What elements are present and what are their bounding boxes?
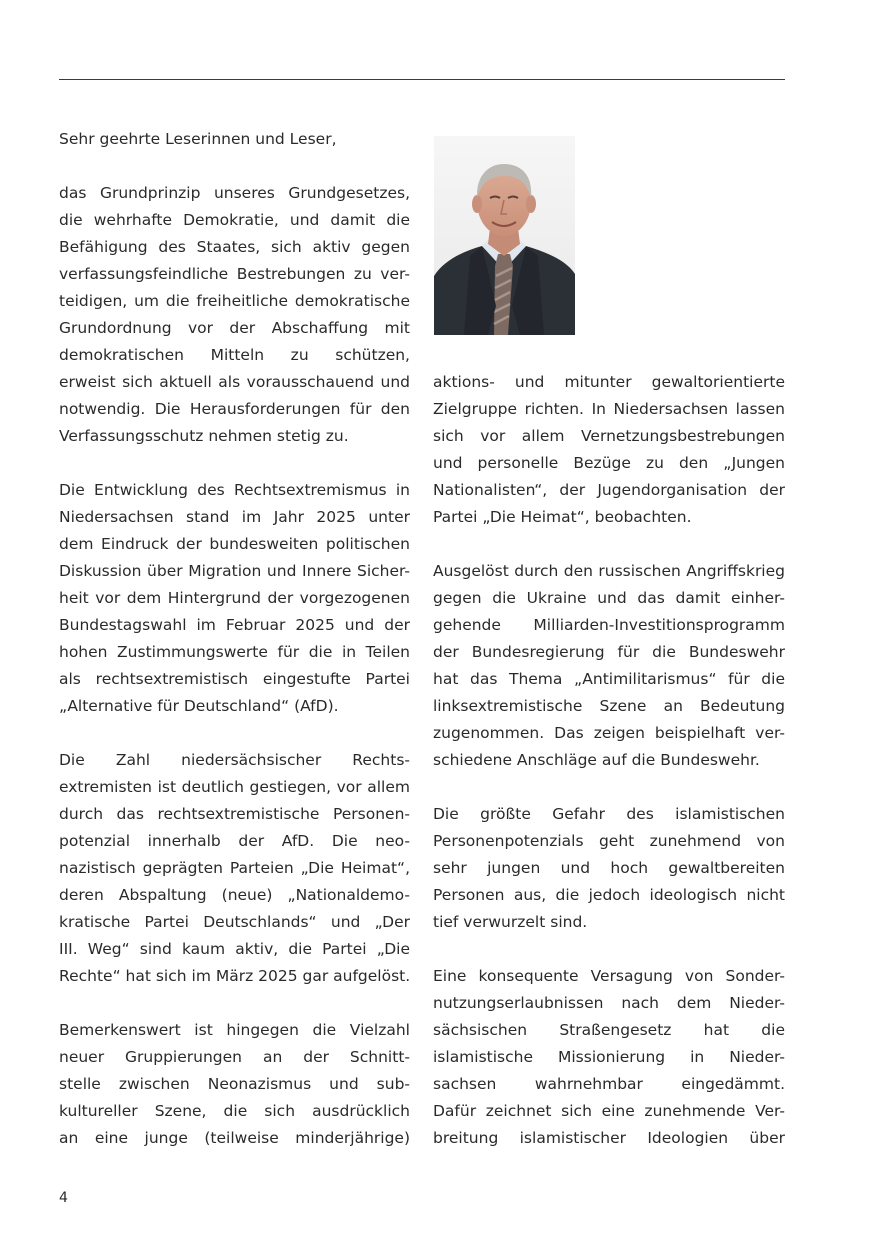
left-col-line: Niedersachsen stand im Jahr 2025 unter [59,508,410,526]
left-col-line: Befähigung des Staates, sich aktiv gegen [59,238,410,256]
right-col-line: gehende Milliarden-Investitionsprogramm [433,616,785,634]
right-col-line: Eine konsequente Versagung von Sonder- [433,967,785,985]
left-col-line: kratische Partei Deutschlands“ und „Der [59,913,410,931]
page-number: 4 [59,1190,68,1206]
right-col-line: islamistische Missionierung in Nieder- [433,1048,785,1066]
left-col-line: die wehrhafte Demokratie, und damit die [59,211,410,229]
right-col-line: linksextremistische Szene an Bedeutung [433,697,785,715]
left-col-line: deren Abspaltung (neue) „Nationaldemo- [59,886,410,904]
right-col-line: und personelle Bezüge zu den „Jungen [433,454,785,472]
right-col-line: aktions- und mitunter gewaltorientierte [433,373,785,391]
right-col-line: zugenommen. Das zeigen beispielhaft ver- [433,724,785,742]
right-col-line: Dafür zeichnet sich eine zunehmende Ver- [433,1102,785,1120]
right-col-line: Personen aus, die jedoch ideologisch nicht [433,886,785,904]
left-col-line: Bundestagswahl im Februar 2025 und der [59,616,410,634]
left-col-line: Bemerkenswert ist hingegen die Vielzahl [59,1021,410,1039]
right-col-line: hat das Thema „Antimilitarismus“ für die [433,670,785,688]
left-col-line: potenzial innerhalb der AfD. Die neo- [59,832,410,850]
left-col-line: notwendig. Die Herausforderungen für den [59,400,410,418]
right-col-line: der Bundesregierung für die Bundeswehr [433,643,785,661]
right-col-line: sächsischen Straßengesetz hat die [433,1021,785,1039]
right-col-line: Nationalisten“, der Jugendorganisation der [433,481,785,499]
left-col-line: verfassungsfeindliche Bestrebungen zu ver- [59,265,410,283]
right-col-line: Ausgelöst durch den russischen Angriffskrieg [433,562,785,580]
left-col-line: Verfassungsschutz nehmen stetig zu. [59,427,349,445]
right-col-line: schiedene Anschläge auf die Bundeswehr. [433,751,760,769]
left-col-line: demokratischen Mitteln zu schützen, [59,346,410,364]
left-col-line: Rechte“ hat sich im März 2025 gar aufgelöst. [59,967,411,985]
left-col-line: Grundordnung vor der Abschaffung mit [59,319,410,337]
left-col-line: erweist sich aktuell als vorausschauend und [59,373,410,391]
left-col-line: „Alternative für Deutschland“ (AfD). [59,697,339,715]
left-col-line: teidigen, um die freiheitliche demokratische [59,292,410,310]
left-col-line: extremisten ist deutlich gestiegen, vor allem [59,778,410,796]
left-col-line: III. Weg“ sind kaum aktiv, die Partei „Die [59,940,410,958]
left-col-line: nazistisch geprägten Parteien „Die Heimat“, [59,859,410,877]
greeting: Sehr geehrte Leserinnen und Leser, [59,130,337,148]
left-col-line: stelle zwischen Neonazismus und sub- [59,1075,410,1093]
right-col-line: gegen die Ukraine und das damit einher- [433,589,785,607]
left-col-line: an eine junge (teilweise minderjährige) [59,1129,410,1147]
right-col-line: sich vor allem Vernetzungsbestrebungen [433,427,785,445]
right-col-line: sehr jungen und hoch gewaltbereiten [433,859,785,877]
left-col-line: hohen Zustimmungswerte für die in Teilen [59,643,410,661]
right-col-line: Zielgruppe richten. In Niedersachsen lassen [433,400,785,418]
left-col-line: Diskussion über Migration und Innere Sicher- [59,562,410,580]
left-col-line: kultureller Szene, die sich ausdrücklich [59,1102,410,1120]
left-col-line: durch das rechtsextremistische Personen- [59,805,410,823]
left-col-line: dem Eindruck der bundesweiten politischen [59,535,410,553]
right-col-line: nutzungserlaubnissen nach dem Nieder- [433,994,785,1012]
left-col-line: neuer Gruppierungen an der Schnitt- [59,1048,410,1066]
right-col-line: tief verwurzelt sind. [433,913,588,931]
right-col-line: breitung islamistischer Ideologien über [433,1129,785,1147]
right-col-line: Partei „Die Heimat“, beobachten. [433,508,692,526]
left-col-line: das Grundprinzip unseres Grundgesetzes, [59,184,410,202]
left-col-line: Die Zahl niedersächsischer Rechts- [59,751,410,769]
right-col-line: Die größte Gefahr des islamistischen [433,805,785,823]
portrait-photo [434,136,575,335]
left-col-line: heit vor dem Hintergrund der vorgezogenen [59,589,410,607]
header-rule [59,79,785,80]
left-col-line: Die Entwicklung des Rechtsextremismus in [59,481,410,499]
left-col-line: als rechtsextremistisch eingestufte Partei [59,670,410,688]
right-col-line: Personenpotenzials geht zunehmend von [433,832,785,850]
right-col-line: sachsen wahrnehmbar eingedämmt. [433,1075,785,1093]
